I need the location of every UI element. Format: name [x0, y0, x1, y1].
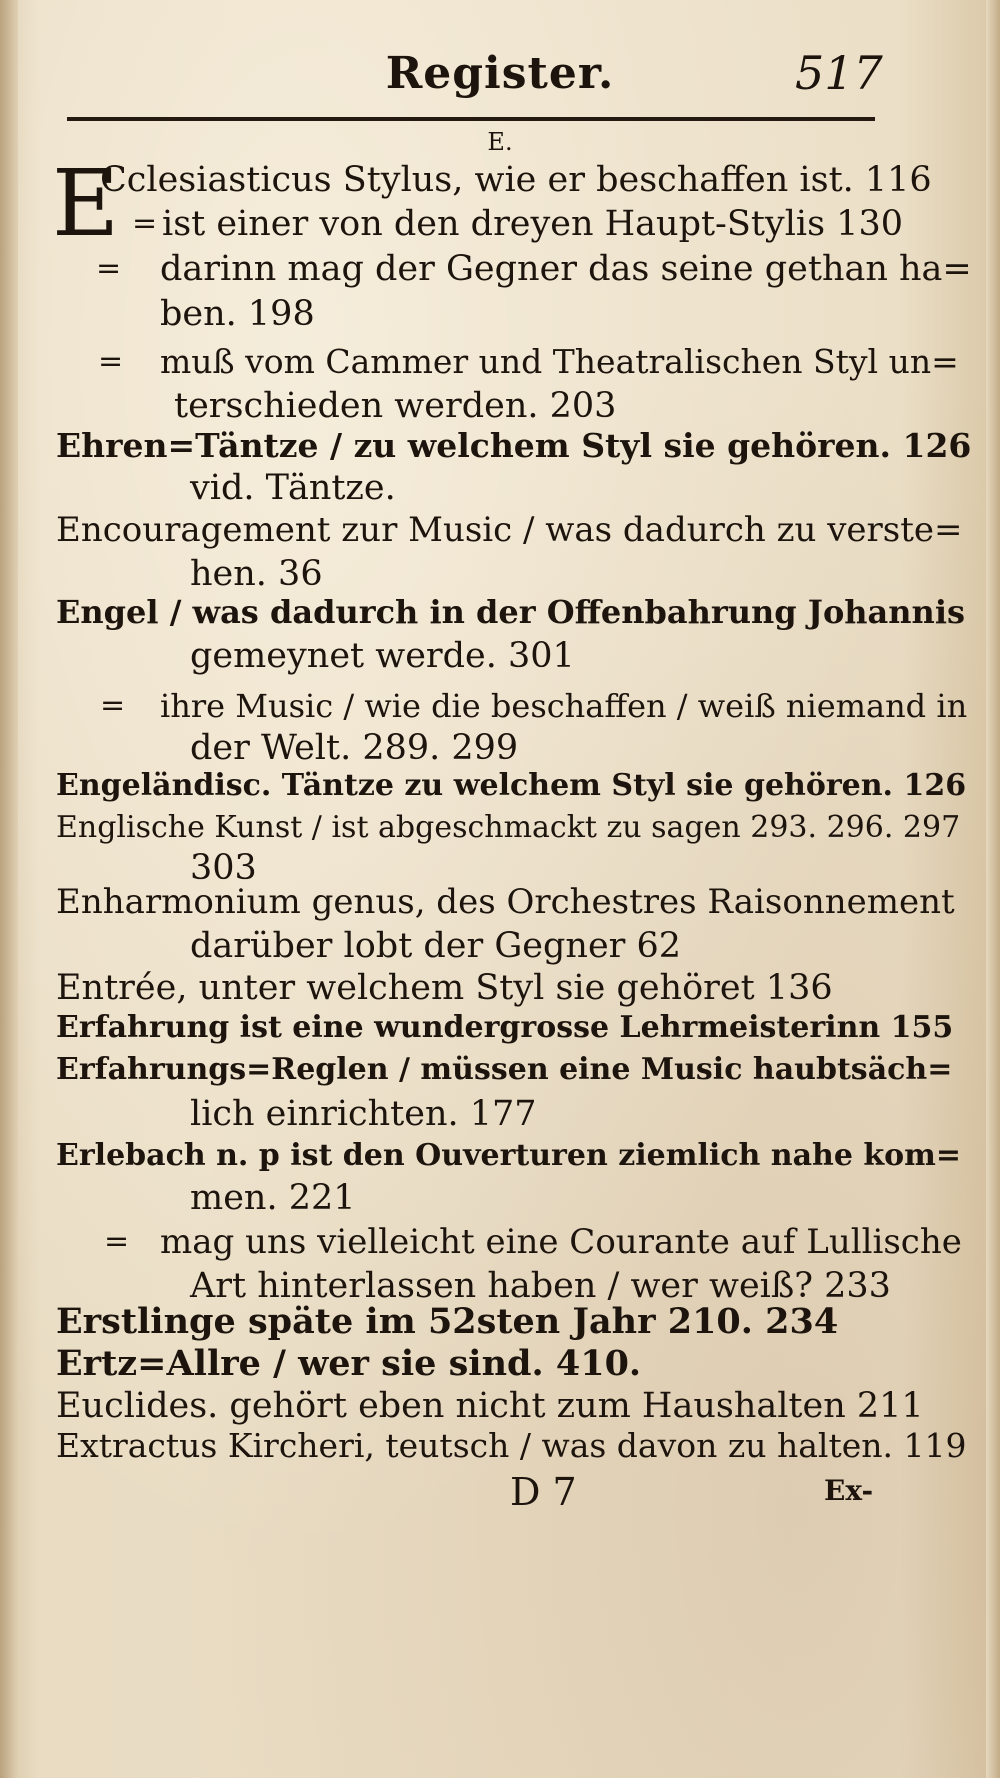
index-entry: lich einrichten. 177	[190, 1094, 537, 1134]
index-entry: Erfahrung ist eine wundergrosse Lehrmeisterinn 155	[56, 1010, 954, 1045]
drop-capital: E	[52, 150, 120, 257]
ditto-mark: =	[104, 1224, 130, 1259]
index-entry: Cclesiasticus Stylus, wie er beschaffen ist. 116	[100, 160, 932, 200]
index-entry: gemeynet werde. 301	[190, 636, 575, 676]
index-entry: Art hinterlassen haben / wer weiß? 233	[190, 1266, 891, 1306]
section-letter: E.	[487, 128, 513, 156]
index-entry: Engeländisc. Täntze zu welchem Styl sie gehören. 126	[56, 768, 967, 803]
index-entry: Erfahrungs=Reglen / müssen eine Music haubtsäch=	[56, 1052, 953, 1087]
catchword: Ex-	[824, 1474, 874, 1507]
index-entry: vid. Täntze.	[190, 468, 396, 508]
index-entry: 303	[190, 848, 257, 888]
index-entry: Erlebach n. p ist den Ouverturen ziemlich nahe kom=	[56, 1138, 962, 1173]
index-entry: ihre Music / wie die beschaffen / weiß niemand in	[160, 687, 968, 725]
index-entry: Extractus Kircheri, teutsch / was davon zu halten. 119	[56, 1426, 967, 1465]
page-edge-right	[986, 0, 1000, 1778]
ditto-mark: =	[100, 688, 126, 723]
signature-mark: D 7	[510, 1470, 577, 1514]
running-head: Register.	[385, 48, 615, 99]
index-entry: darinn mag der Gegner das seine gethan ha=	[160, 249, 972, 289]
index-entry: Ertz=Allre / wer sie sind. 410.	[56, 1343, 642, 1384]
index-entry: hen. 36	[190, 554, 323, 594]
index-entry: Euclides. gehört eben nicht zum Haushalten 211	[56, 1386, 924, 1426]
ditto-mark: =	[132, 206, 158, 241]
index-entry: terschieden werden. 203	[174, 386, 617, 426]
index-entry: Entrée, unter welchem Styl sie gehöret 136	[56, 968, 833, 1008]
index-entry: Encouragement zur Music / was dadurch zu verste=	[56, 510, 963, 550]
index-entry: ben. 198	[160, 294, 315, 334]
page-edge-left	[0, 0, 18, 1778]
index-entry: Ehren=Täntze / zu welchem Styl sie gehören. 126	[56, 426, 972, 465]
index-entry: ist einer von den dreyen Haupt-Stylis 130	[162, 204, 903, 244]
index-entry: mag uns vielleicht eine Courante auf Lullische	[160, 1222, 962, 1262]
index-entry: Enharmonium genus, des Orchestres Raisonnement	[56, 882, 955, 922]
index-entry: darüber lobt der Gegner 62	[190, 926, 682, 966]
index-entry: Erstlinge späte im 52sten Jahr 210. 234	[56, 1301, 839, 1342]
index-entry: men. 221	[190, 1178, 356, 1218]
ditto-mark: =	[96, 251, 122, 286]
index-entry: muß vom Cammer und Theatralischen Styl un=	[160, 342, 959, 381]
index-entry: der Welt. 289. 299	[190, 728, 519, 768]
page-number: 517	[795, 46, 883, 100]
ditto-mark: =	[98, 344, 124, 379]
index-entry: Engel / was dadurch in der Offenbahrung Johannis	[56, 593, 965, 631]
index-entry: Englische Kunst / ist abgeschmackt zu sagen 293. 296. 297	[56, 810, 961, 845]
header-rule	[67, 117, 875, 121]
